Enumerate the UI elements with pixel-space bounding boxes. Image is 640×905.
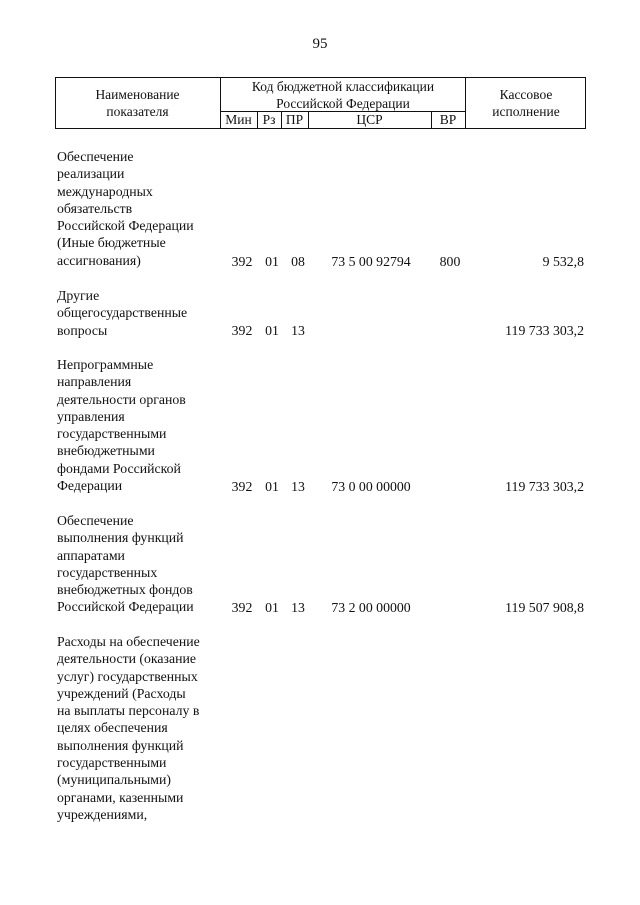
header-pr: ПР <box>285 112 304 127</box>
header-border-bottom <box>55 128 586 129</box>
row-pr: 08 <box>291 254 305 269</box>
row-pr: 13 <box>291 600 305 615</box>
table-row <box>57 633 587 825</box>
row-pr: 13 <box>291 479 305 494</box>
header-vr: ВР <box>439 112 457 127</box>
row-name: Расходы на обеспечение деятельности (оказание услуг) государственных учреждений (Расходы на выплаты персоналу в целях обеспечения выполнения функций государственными (муниципальными) органами, казенными учреждениями, <box>57 634 200 822</box>
table-header <box>55 77 586 129</box>
row-min: 392 <box>231 254 253 269</box>
table-row <box>57 287 587 339</box>
row-min: 392 <box>231 600 253 615</box>
header-code-group: Код бюджетной классификации Российской Федерации <box>251 79 435 111</box>
row-csr: 73 2 00 00000 <box>331 600 411 615</box>
header-csr: ЦСР <box>356 112 383 127</box>
row-csr: 73 5 00 92794 <box>331 254 411 269</box>
row-min: 392 <box>231 479 253 494</box>
row-name: Непрограммные направления деятельности органов управления государственными внебюджетными фондами Российской Федерации <box>57 357 186 494</box>
header-min: Мин <box>225 112 252 127</box>
row-min: 392 <box>231 323 253 338</box>
table-row <box>57 148 587 270</box>
row-vr: 800 <box>439 254 461 269</box>
header-name: Наименование показателя <box>95 87 180 119</box>
row-name: Другие общегосударственные вопросы <box>57 288 188 338</box>
header-amount: Кассовое исполнение <box>492 87 560 119</box>
row-name: Обеспечение реализации международных обязательств Российской Федерации (Иные бюджетные ассигнования) <box>57 149 194 268</box>
row-csr: 73 0 00 00000 <box>331 479 411 494</box>
page-number: 95 <box>312 36 328 52</box>
table-row <box>57 356 587 495</box>
row-amount: 9 532,8 <box>542 254 584 269</box>
row-pr: 13 <box>291 323 305 338</box>
row-name: Обеспечение выполнения функций аппаратами государственных внебюджетных фондов Российской Федерации <box>57 513 194 615</box>
row-rz: 01 <box>265 600 279 615</box>
row-rz: 01 <box>265 479 279 494</box>
row-rz: 01 <box>265 323 279 338</box>
row-rz: 01 <box>265 254 279 269</box>
row-amount: 119 733 303,2 <box>505 479 584 494</box>
table-row <box>57 512 587 616</box>
header-rz: Рз <box>262 112 276 127</box>
row-amount: 119 507 908,8 <box>505 600 584 615</box>
row-amount: 119 733 303,2 <box>505 323 584 338</box>
